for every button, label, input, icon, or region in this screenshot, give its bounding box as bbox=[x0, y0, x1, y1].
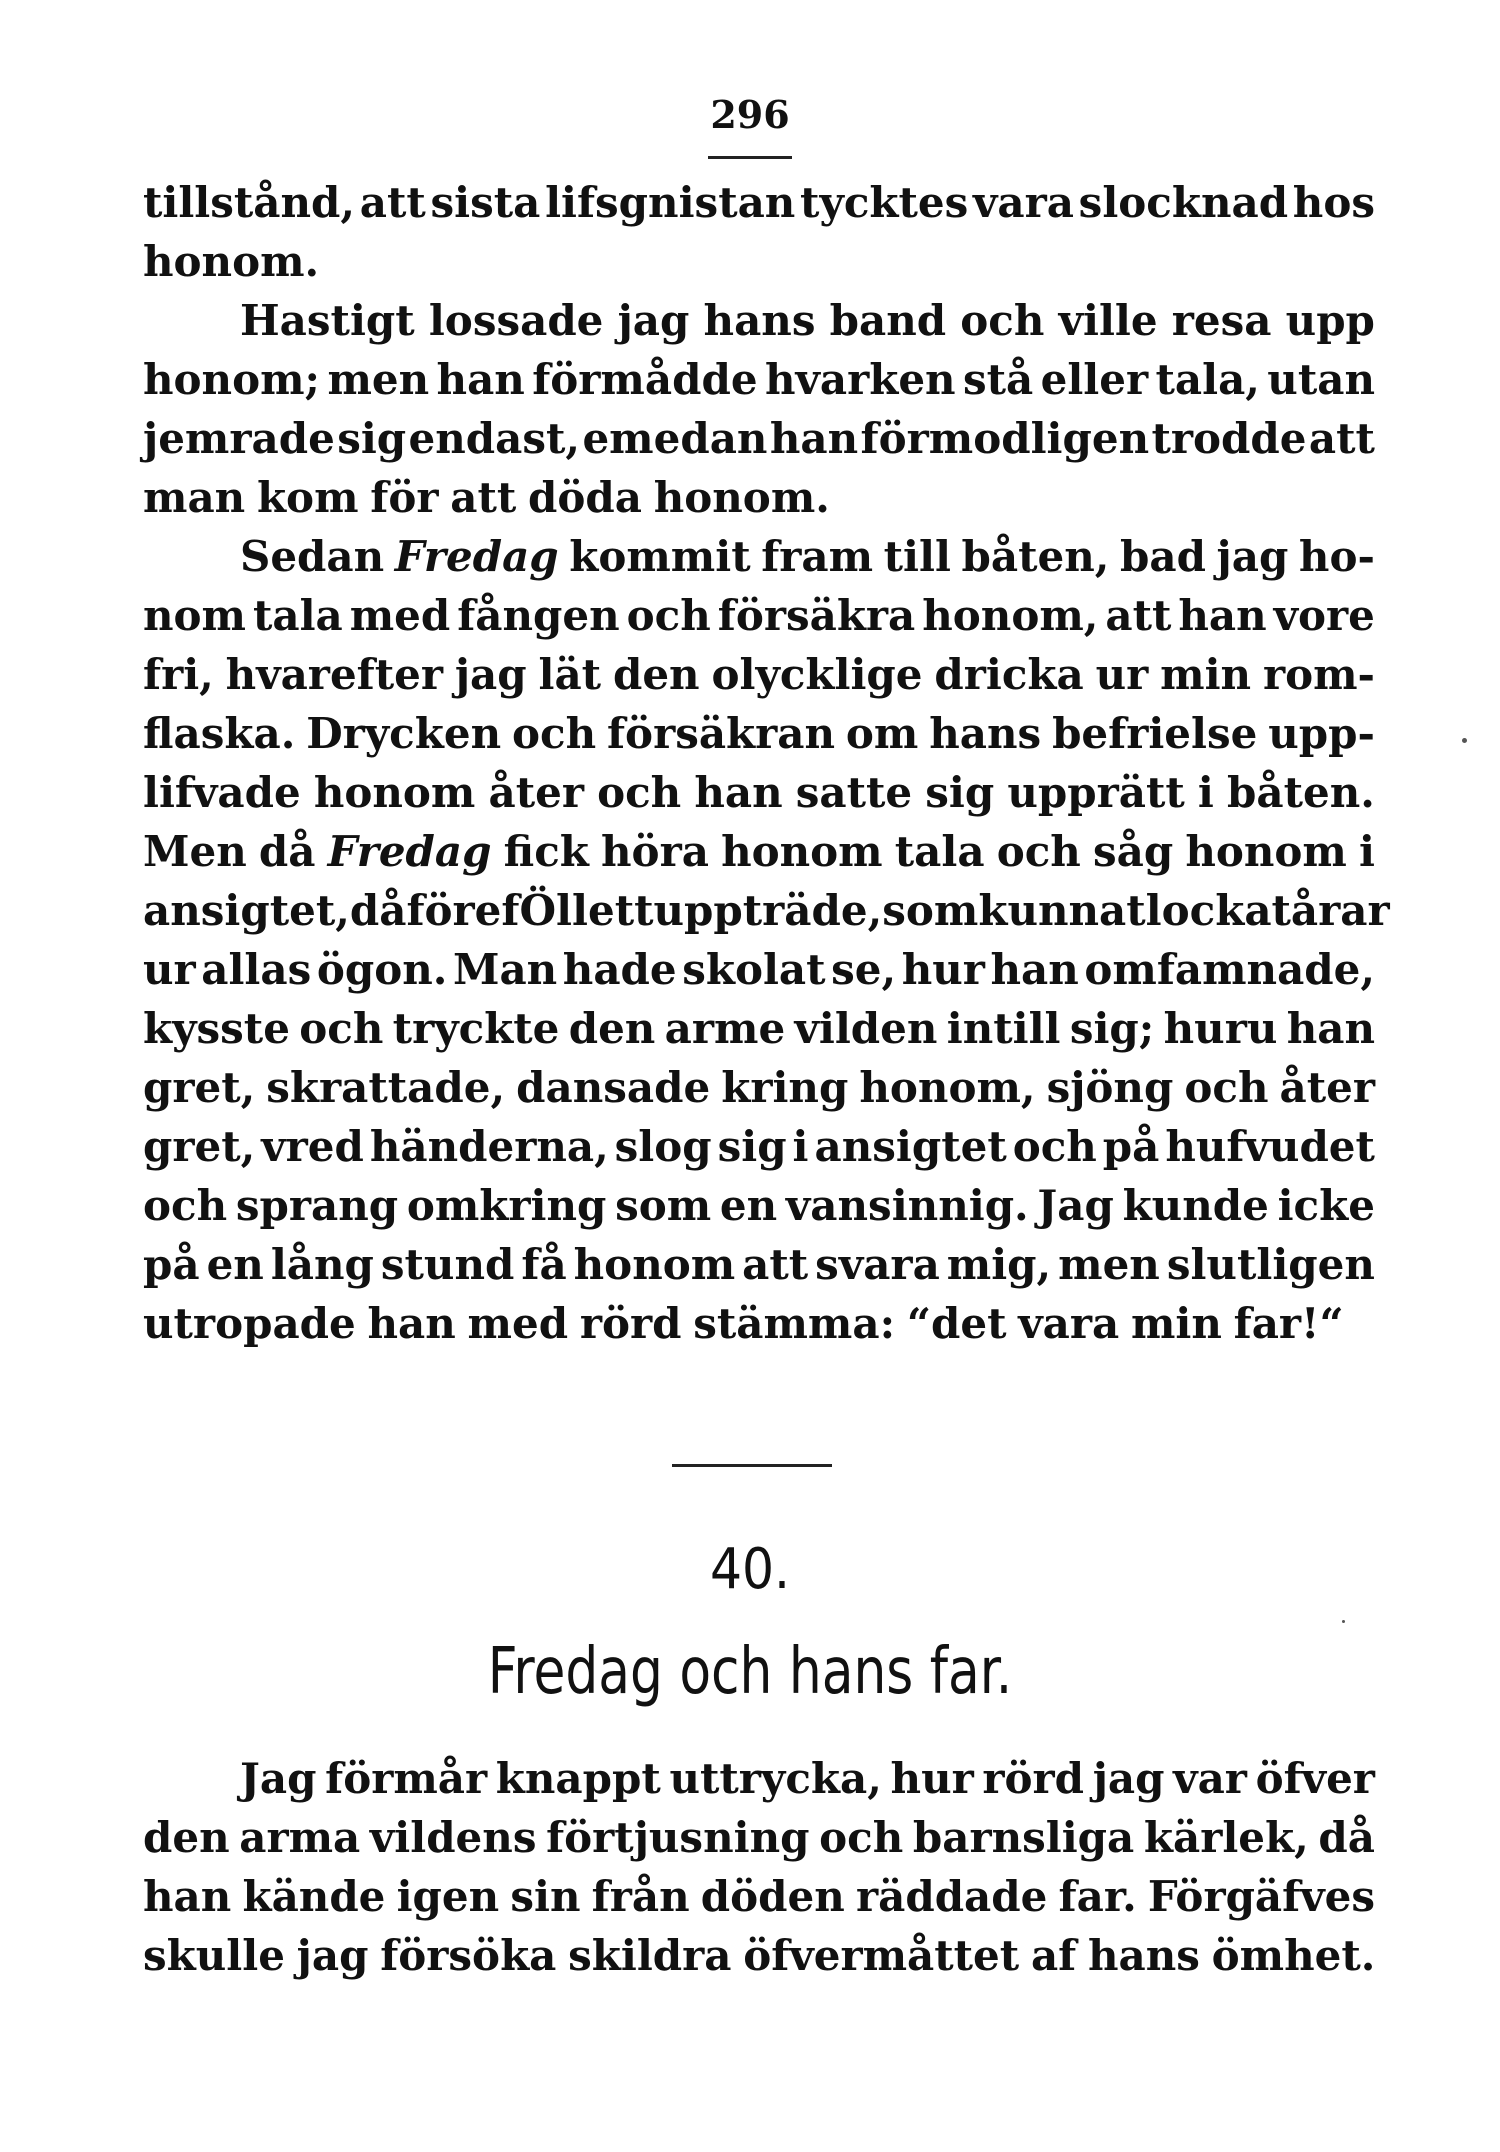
word: och bbox=[626, 591, 711, 640]
word: flaska. bbox=[143, 709, 296, 758]
word: vansinnig. bbox=[785, 1181, 1029, 1230]
word: kommit bbox=[569, 532, 751, 581]
word: sjöng bbox=[1046, 1063, 1174, 1112]
word: tala bbox=[894, 827, 985, 876]
word: honom bbox=[313, 768, 476, 817]
word: sig bbox=[717, 1122, 787, 1171]
word: uttrycka, bbox=[669, 1754, 882, 1803]
word: Förgäfves bbox=[1147, 1872, 1375, 1921]
word: jag bbox=[617, 296, 690, 345]
word: rom- bbox=[1262, 650, 1375, 699]
word: utan bbox=[1267, 355, 1375, 404]
word: ville bbox=[1058, 296, 1158, 345]
word: öfvermåttet bbox=[743, 1931, 1020, 1980]
word: tala, bbox=[1155, 355, 1260, 404]
word: försäkra bbox=[717, 591, 916, 640]
word: jemrade bbox=[143, 414, 335, 463]
word: huru bbox=[1163, 1004, 1278, 1053]
word: skolat bbox=[682, 945, 826, 994]
word: en bbox=[206, 1240, 264, 1289]
word: höra bbox=[601, 827, 709, 876]
word: öfver bbox=[1255, 1754, 1375, 1803]
chapter-title: Fredag och hans far. bbox=[487, 1635, 1013, 1709]
word: i bbox=[1197, 768, 1214, 817]
text-line bbox=[143, 296, 1375, 355]
word: Jag bbox=[1037, 1181, 1114, 1230]
word: trodde bbox=[1151, 414, 1307, 463]
word: och bbox=[597, 768, 682, 817]
word: hvarken bbox=[764, 355, 956, 404]
word: på bbox=[1102, 1122, 1160, 1171]
word: gret, bbox=[143, 1122, 256, 1171]
word: för bbox=[370, 473, 439, 522]
word: slog bbox=[614, 1122, 712, 1171]
word: band bbox=[829, 296, 947, 345]
word: tala bbox=[252, 591, 343, 640]
word: förmådde bbox=[532, 355, 758, 404]
word: ögon. bbox=[316, 945, 448, 994]
word: sista bbox=[430, 178, 541, 227]
word: sig; bbox=[1069, 1004, 1155, 1053]
text-line bbox=[143, 1122, 1375, 1181]
word: “det bbox=[906, 1299, 1007, 1348]
word: med bbox=[349, 591, 451, 640]
word: intill bbox=[946, 1004, 1061, 1053]
word: upprätt bbox=[1007, 768, 1185, 817]
word: honom, bbox=[859, 1063, 1036, 1112]
word: i bbox=[1359, 827, 1375, 876]
page-number-rule bbox=[708, 156, 792, 159]
word: lät bbox=[538, 650, 602, 699]
word: lifvade bbox=[143, 768, 301, 817]
word: i bbox=[792, 1122, 809, 1171]
section-divider bbox=[672, 1464, 832, 1467]
scan-speck bbox=[1342, 1620, 1345, 1623]
word: af bbox=[1030, 1931, 1077, 1980]
word: stund bbox=[380, 1240, 515, 1289]
word: ur bbox=[143, 945, 196, 994]
text-line bbox=[143, 355, 1375, 414]
word: omfamnade, bbox=[1084, 945, 1375, 994]
word: kärlek, bbox=[1143, 1813, 1309, 1862]
word: svara bbox=[815, 1240, 940, 1289]
word: förmår bbox=[325, 1754, 488, 1803]
word: eller bbox=[1040, 355, 1149, 404]
word: då bbox=[349, 886, 407, 935]
word: åter bbox=[488, 768, 584, 817]
word: och bbox=[1012, 1122, 1097, 1171]
word: såg bbox=[1092, 827, 1174, 876]
word: tryckte bbox=[392, 1004, 560, 1053]
word: befrielse bbox=[1052, 709, 1258, 758]
chapter-39-ending-text bbox=[143, 178, 1390, 1358]
word: en bbox=[719, 1181, 778, 1230]
word: hos bbox=[1292, 178, 1375, 227]
word: honom, bbox=[922, 591, 1099, 640]
word: sprang bbox=[235, 1181, 399, 1230]
word: stå bbox=[962, 355, 1034, 404]
word: Sedan bbox=[240, 532, 385, 581]
word: ansigtet bbox=[814, 1122, 1007, 1171]
word: sig bbox=[337, 414, 407, 463]
word: Fredag bbox=[327, 827, 492, 876]
word: igen bbox=[396, 1872, 500, 1921]
word: slocknad bbox=[1078, 178, 1289, 227]
word: händerna, bbox=[369, 1122, 609, 1171]
word: man bbox=[143, 473, 246, 522]
word: kom bbox=[256, 473, 359, 522]
text-line bbox=[143, 178, 1375, 237]
word: han bbox=[367, 1299, 456, 1348]
word: mig, bbox=[946, 1240, 1052, 1289]
word: döda bbox=[528, 473, 642, 522]
word: min bbox=[1160, 650, 1252, 699]
word: hur bbox=[901, 945, 985, 994]
word: jag bbox=[454, 650, 527, 699]
word: Hastigt bbox=[240, 296, 415, 345]
chapter-number: 40. bbox=[709, 1537, 791, 1602]
page-number: 296 bbox=[710, 92, 790, 137]
scan-speck bbox=[1462, 738, 1467, 743]
word: vilden bbox=[794, 1004, 938, 1053]
word: uppträde, bbox=[653, 886, 883, 935]
word: om bbox=[845, 709, 919, 758]
text-line bbox=[143, 1813, 1375, 1872]
word: han bbox=[1286, 1004, 1375, 1053]
word: Drycken bbox=[306, 709, 502, 758]
word: båten. bbox=[1227, 768, 1375, 817]
text-line bbox=[143, 237, 1375, 296]
word: vara bbox=[973, 178, 1074, 227]
word: hans bbox=[929, 709, 1042, 758]
text-line bbox=[143, 1299, 1375, 1358]
word: jag bbox=[1216, 532, 1289, 581]
word: båten, bbox=[961, 532, 1110, 581]
word: dricka bbox=[934, 650, 1084, 699]
word: Fredag bbox=[394, 532, 559, 581]
word: räddade bbox=[855, 1872, 1048, 1921]
word: han bbox=[436, 355, 525, 404]
word: endast, bbox=[408, 414, 581, 463]
word: kysste bbox=[143, 1004, 290, 1053]
word: Jag bbox=[240, 1754, 317, 1803]
text-line bbox=[143, 414, 1375, 473]
word: försäkran bbox=[606, 709, 836, 758]
word: fången bbox=[457, 591, 620, 640]
word: vore bbox=[1273, 591, 1375, 640]
word: och bbox=[960, 296, 1045, 345]
word: hade bbox=[562, 945, 677, 994]
word: knappt bbox=[495, 1754, 661, 1803]
text-line bbox=[143, 945, 1375, 1004]
word: tycktes bbox=[800, 178, 969, 227]
word: att bbox=[450, 473, 517, 522]
word: vred bbox=[261, 1122, 364, 1171]
word: skildra bbox=[568, 1931, 732, 1980]
word: förmodligen bbox=[860, 414, 1150, 463]
word: den bbox=[143, 1813, 230, 1862]
word: sin bbox=[510, 1872, 581, 1921]
word: att bbox=[742, 1240, 809, 1289]
text-line bbox=[143, 1181, 1375, 1240]
word: stämma: bbox=[693, 1299, 896, 1348]
word: far!“ bbox=[1233, 1299, 1344, 1348]
word: att bbox=[359, 178, 426, 227]
text-line bbox=[143, 886, 1390, 945]
text-line bbox=[143, 1872, 1375, 1931]
word: skrattade, bbox=[266, 1063, 506, 1112]
word: var bbox=[1173, 1754, 1247, 1803]
word: barnsliga bbox=[912, 1813, 1135, 1862]
word: och bbox=[299, 1004, 384, 1053]
word: med bbox=[467, 1299, 569, 1348]
word: skulle bbox=[143, 1931, 285, 1980]
word: hvarefter bbox=[225, 650, 443, 699]
text-line bbox=[143, 768, 1375, 827]
word: satte bbox=[795, 768, 913, 817]
word: slutligen bbox=[1166, 1240, 1375, 1289]
word: sig bbox=[925, 768, 995, 817]
word: fri, bbox=[143, 650, 214, 699]
word: hur bbox=[890, 1754, 974, 1803]
word: lossade bbox=[428, 296, 604, 345]
word: då bbox=[1318, 1813, 1375, 1862]
word: Man bbox=[452, 945, 558, 994]
word: men bbox=[1058, 1240, 1160, 1289]
word: upp- bbox=[1268, 709, 1375, 758]
text-line bbox=[143, 591, 1375, 650]
word: han bbox=[990, 945, 1079, 994]
word: som bbox=[615, 1181, 712, 1230]
word: allas bbox=[201, 945, 312, 994]
word: honom bbox=[573, 1240, 736, 1289]
word: tillstånd, bbox=[143, 178, 356, 227]
text-line bbox=[143, 827, 1375, 886]
word: honom. bbox=[143, 237, 320, 286]
text-line bbox=[143, 1240, 1375, 1299]
word: Men bbox=[143, 827, 247, 876]
word: se, bbox=[831, 945, 897, 994]
word: nom bbox=[143, 591, 246, 640]
word: resa bbox=[1171, 296, 1272, 345]
word: upp bbox=[1285, 296, 1375, 345]
text-line bbox=[143, 650, 1375, 709]
word: hans bbox=[1087, 1931, 1200, 1980]
word: icke bbox=[1277, 1181, 1375, 1230]
word: honom. bbox=[653, 473, 830, 522]
word: honom bbox=[1185, 827, 1347, 876]
word: rörd bbox=[982, 1754, 1085, 1803]
word: emedan bbox=[582, 414, 768, 463]
word: den bbox=[568, 1004, 656, 1053]
word: lifsgnistan bbox=[545, 178, 796, 227]
word: utropade bbox=[143, 1299, 356, 1348]
word: till bbox=[883, 532, 951, 581]
word: kunnat bbox=[978, 886, 1146, 935]
word: förtjusning bbox=[546, 1813, 810, 1862]
text-line bbox=[143, 1754, 1375, 1813]
word: ho- bbox=[1298, 532, 1375, 581]
word: och bbox=[1184, 1063, 1269, 1112]
word: dansade bbox=[516, 1063, 711, 1112]
word: lång bbox=[270, 1240, 374, 1289]
word: vara bbox=[1018, 1299, 1120, 1348]
word: den bbox=[612, 650, 700, 699]
word: att bbox=[1308, 414, 1375, 463]
word: som bbox=[882, 886, 979, 935]
word: men bbox=[327, 355, 430, 404]
chapter-40-opening-text bbox=[143, 1754, 1375, 1990]
word: bad bbox=[1119, 532, 1206, 581]
word: på bbox=[143, 1240, 200, 1289]
word: han bbox=[143, 1872, 232, 1921]
word: få bbox=[521, 1240, 567, 1289]
word: då bbox=[258, 827, 316, 876]
word: jag bbox=[1092, 1754, 1165, 1803]
word: försöka bbox=[380, 1931, 557, 1980]
word: ett bbox=[587, 886, 654, 935]
word: förefÖll bbox=[406, 886, 588, 935]
word: olycklige bbox=[711, 650, 923, 699]
text-line bbox=[143, 532, 1375, 591]
word: locka bbox=[1145, 886, 1272, 935]
word: han bbox=[769, 414, 859, 463]
word: ur bbox=[1095, 650, 1149, 699]
word: och bbox=[143, 1181, 228, 1230]
word: arma bbox=[239, 1813, 361, 1862]
word: döden bbox=[700, 1872, 845, 1921]
word: fram bbox=[761, 532, 874, 581]
word: åter bbox=[1279, 1063, 1375, 1112]
word: och bbox=[511, 709, 597, 758]
word: jag bbox=[296, 1931, 369, 1980]
word: kände bbox=[242, 1872, 386, 1921]
word: ömhet. bbox=[1211, 1931, 1376, 1980]
word: rörd bbox=[579, 1299, 682, 1348]
word: hans bbox=[703, 296, 816, 345]
word: kring bbox=[721, 1063, 849, 1112]
word: att bbox=[1105, 591, 1172, 640]
word: gret, bbox=[143, 1063, 256, 1112]
word: ansigtet, bbox=[143, 886, 350, 935]
word: min bbox=[1130, 1299, 1222, 1348]
text-line bbox=[143, 709, 1375, 768]
word: han bbox=[1178, 591, 1267, 640]
word: tårar bbox=[1271, 886, 1390, 935]
word: och bbox=[819, 1813, 904, 1862]
word: och bbox=[996, 827, 1081, 876]
text-line bbox=[143, 1004, 1375, 1063]
word: kunde bbox=[1122, 1181, 1269, 1230]
text-line bbox=[143, 1063, 1375, 1122]
word: fick bbox=[503, 827, 589, 876]
text-line bbox=[143, 473, 1375, 532]
word: vildens bbox=[369, 1813, 537, 1862]
word: arme bbox=[664, 1004, 786, 1053]
word: honom; bbox=[143, 355, 321, 404]
word: han bbox=[694, 768, 783, 817]
word: far. bbox=[1058, 1872, 1137, 1921]
word: honom bbox=[721, 827, 883, 876]
word: från bbox=[591, 1872, 690, 1921]
text-line bbox=[143, 1931, 1375, 1990]
word: omkring bbox=[406, 1181, 607, 1230]
word: hufvudet bbox=[1165, 1122, 1375, 1171]
